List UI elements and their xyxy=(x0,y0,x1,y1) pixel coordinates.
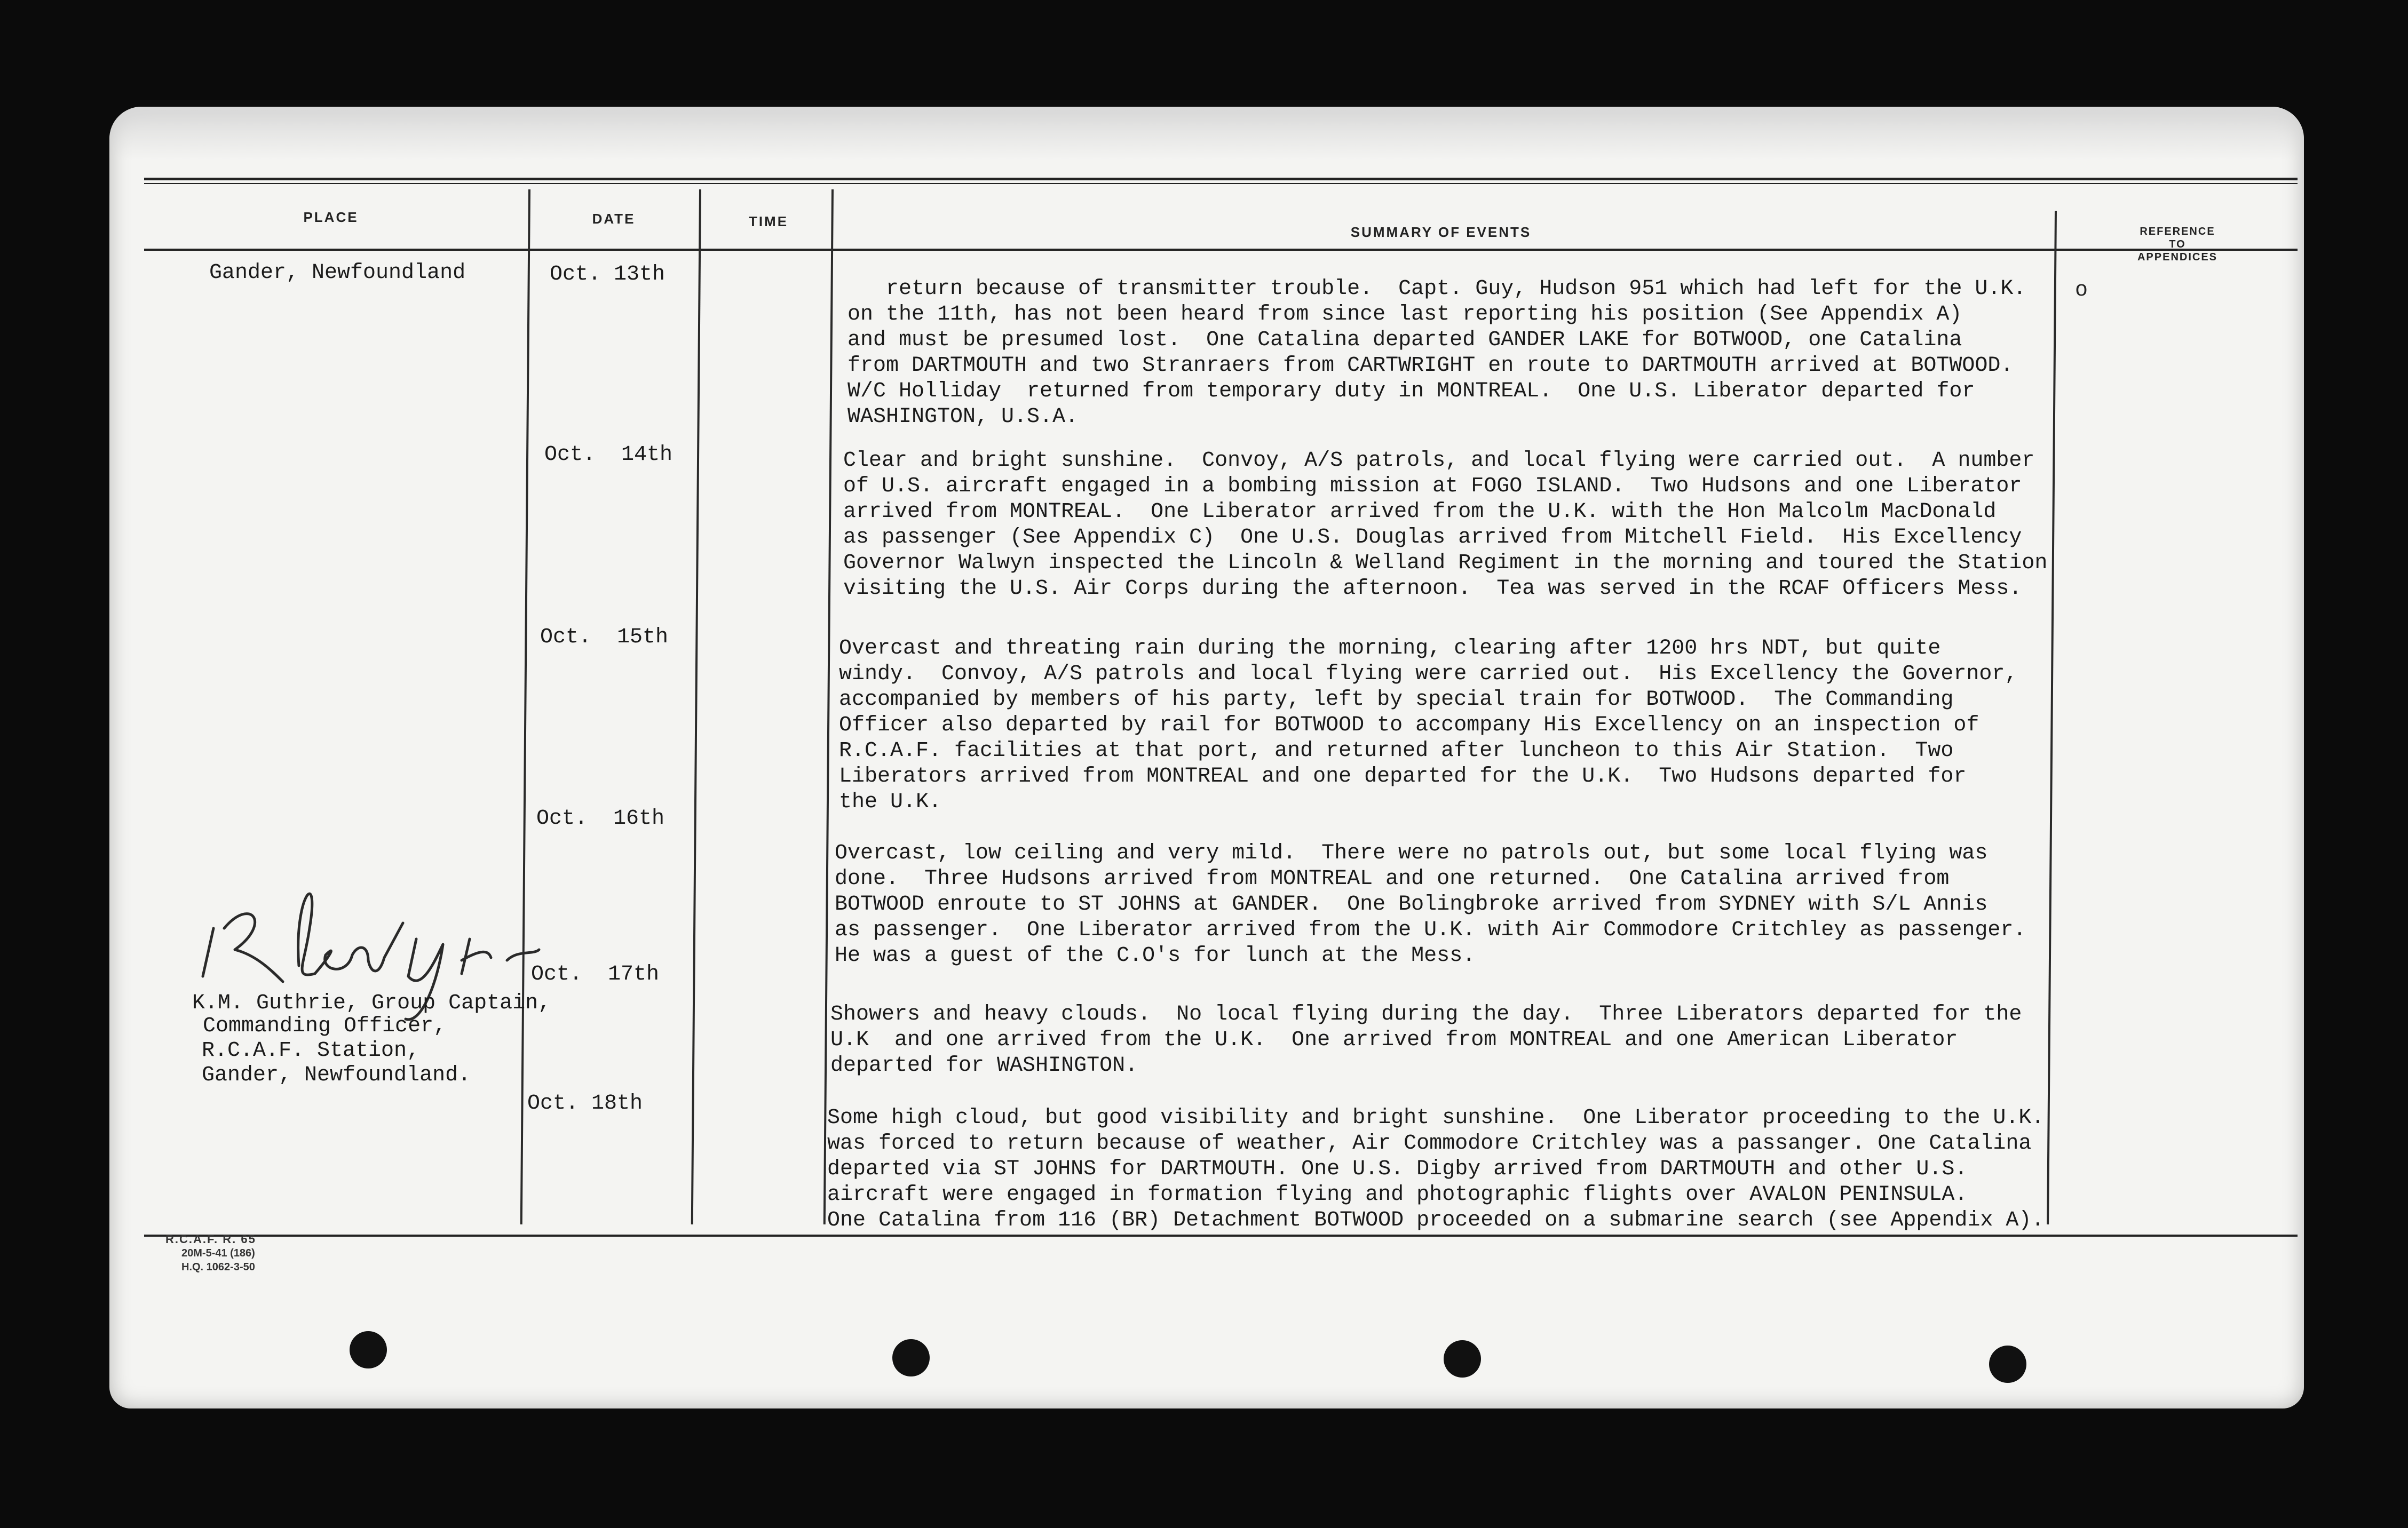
header-reference-line-1: REFERENCE xyxy=(2140,226,2215,237)
date-oct-16: Oct. 16th xyxy=(536,807,665,831)
summary-oct-18 xyxy=(827,1105,2060,1233)
page-top-shading xyxy=(109,107,2304,160)
summary-line: as passenger (See Appendix C) One U.S. Douglas arrived from Mitchell Field. His Excellency xyxy=(843,526,2022,550)
summary-line: accompanied by members of his party, left by special train for BOTWOOD. The Commanding xyxy=(839,688,1954,712)
binder-hole-3 xyxy=(1444,1340,1481,1378)
header-place: PLACE xyxy=(303,209,359,225)
summary-line: Officer also departed by rail for BOTWOOD to accompany His Excellency on an inspection of xyxy=(839,713,1979,737)
date-oct-15: Oct. 15th xyxy=(540,625,669,649)
summary-line: U.K and one arrived from the U.K. One arrived from MONTREAL and one American Liberator xyxy=(830,1028,1958,1052)
summary-line: He was a guest of the C.O's for lunch at the Mess. xyxy=(835,944,1476,968)
binder-hole-1 xyxy=(350,1331,387,1368)
signature-line-2: Commanding Officer, xyxy=(203,1014,447,1038)
summary-line: on the 11th, has not been heard from since last reporting his position (See Appendix A) xyxy=(847,303,1962,327)
summary-oct-14 xyxy=(843,448,2076,602)
form-hq-code: H.Q. 1062-3-50 xyxy=(181,1261,255,1273)
summary-line: and must be presumed lost. One Catalina departed GANDER LAKE for BOTWOOD, one Catalina xyxy=(847,328,1962,352)
header-time: TIME xyxy=(748,213,789,229)
summary-line: of U.S. aircraft engaged in a bombing mission at FOGO ISLAND. Two Hudsons and one Liberator xyxy=(843,474,2022,498)
summary-line: Overcast, low ceiling and very mild. There were no patrols out, but some local flying was xyxy=(835,841,1988,865)
summary-line: return because of transmitter trouble. Capt. Guy, Hudson 951 which had left for the U.K. xyxy=(847,277,2026,301)
date-oct-18: Oct. 18th xyxy=(527,1092,643,1116)
signature-line-1: K.M. Guthrie, Group Captain, xyxy=(192,991,551,1015)
summary-line: departed via ST JOHNS for DARTMOUTH. One U.S. Digby arrived from DARTMOUTH and other U.S. xyxy=(827,1157,1968,1181)
header-reference-line-2: TO xyxy=(2169,238,2186,250)
binder-hole-2 xyxy=(892,1339,930,1376)
signature-line-4: Gander, Newfoundland. xyxy=(202,1063,471,1087)
summary-line: arrived from MONTREAL. One Liberator arrived from the U.K. with the Hon Malcolm MacDonald xyxy=(843,500,1997,524)
date-oct-17: Oct. 17th xyxy=(531,962,660,986)
summary-line: done. Three Hudsons arrived from MONTREAL and one returned. One Catalina arrived from xyxy=(835,867,1950,891)
date-oct-14: Oct. 14th xyxy=(544,443,673,467)
summary-line: Showers and heavy clouds. No local flying during the day. Three Liberators departed for the xyxy=(830,1002,2022,1026)
summary-line: from DARTMOUTH and two Stranraers from CARTWRIGHT en route to DARTMOUTH arrived at BOTWOOD. xyxy=(847,354,2014,378)
top-rule xyxy=(144,178,2298,180)
summary-line: visiting the U.S. Air Corps during the afternoon. Tea was served in the RCAF Officers Mess. xyxy=(843,577,2022,601)
summary-line: W/C Holliday returned from temporary duty in MONTREAL. One U.S. Liberator departed for xyxy=(847,379,1975,403)
binder-hole-4 xyxy=(1989,1346,2026,1383)
summary-line: the U.K. xyxy=(839,790,942,814)
top-rule-double xyxy=(144,183,2298,184)
summary-oct-17 xyxy=(830,1002,2063,1079)
header-date: DATE xyxy=(592,211,636,227)
summary-line: Some high cloud, but good visibility and bright sunshine. One Liberator proceeding to the U.K. xyxy=(827,1106,2045,1130)
form-print-code: 20M-5-41 (186) xyxy=(181,1247,255,1259)
header-reference-line-3: APPENDICES xyxy=(2137,251,2218,263)
summary-line: Liberators arrived from MONTREAL and one departed for the U.K. Two Hudsons departed for xyxy=(839,765,1967,789)
summary-line: departed for WASHINGTON. xyxy=(830,1054,1138,1078)
summary-line: was forced to return because of weather, Air Commodore Critchley was a passanger. One Catalina xyxy=(827,1132,2032,1156)
header-reference xyxy=(2095,225,2260,264)
summary-line: Clear and bright sunshine. Convoy, A/S patrols, and local flying were carried out. A number xyxy=(843,449,2035,473)
signature-line-3: R.C.A.F. Station, xyxy=(202,1039,420,1063)
summary-oct-15 xyxy=(839,636,2072,815)
summary-line: WASHINGTON, U.S.A. xyxy=(847,405,1079,429)
summary-line: aircraft were engaged in formation flying and photographic flights over AVALON PENINSULA. xyxy=(827,1183,1968,1207)
header-summary: SUMMARY OF EVENTS xyxy=(1350,224,1532,240)
header-bottom-rule xyxy=(144,249,2298,251)
footer-rule xyxy=(144,1235,2298,1237)
summary-oct-13 xyxy=(847,276,2080,430)
summary-line: Governor Walwyn inspected the Lincoln & Welland Regiment in the morning and toured the Station xyxy=(843,551,2048,575)
summary-line: R.C.A.F. facilities at that port, and returned after luncheon to this Air Station. Two xyxy=(839,739,1954,763)
summary-line: as passenger. One Liberator arrived from the U.K. with Air Commodore Critchley as passenger. xyxy=(835,918,2026,942)
summary-oct-16 xyxy=(835,841,2068,969)
summary-line: windy. Convoy, A/S patrols and local flying were carried out. His Excellency the Governor, xyxy=(839,662,2018,686)
summary-line: BOTWOOD enroute to ST JOHNS at GANDER. One Bolingbroke arrived from SYDNEY with S/L Annis xyxy=(835,893,1988,917)
summary-line: Overcast and threating rain during the morning, clearing after 1200 hrs NDT, but quite xyxy=(839,636,1941,660)
form-number: R.C.A.F. R. 65 xyxy=(165,1232,256,1246)
place-cell: Gander, Newfoundland xyxy=(209,261,466,285)
date-oct-13: Oct. 13th xyxy=(550,262,666,286)
reference-mark: o xyxy=(2075,278,2088,303)
form-id-block xyxy=(165,1232,256,1274)
summary-line: One Catalina from 116 (BR) Detachment BOTWOOD proceeded on a submarine search (see Appendix A). xyxy=(827,1208,2045,1232)
